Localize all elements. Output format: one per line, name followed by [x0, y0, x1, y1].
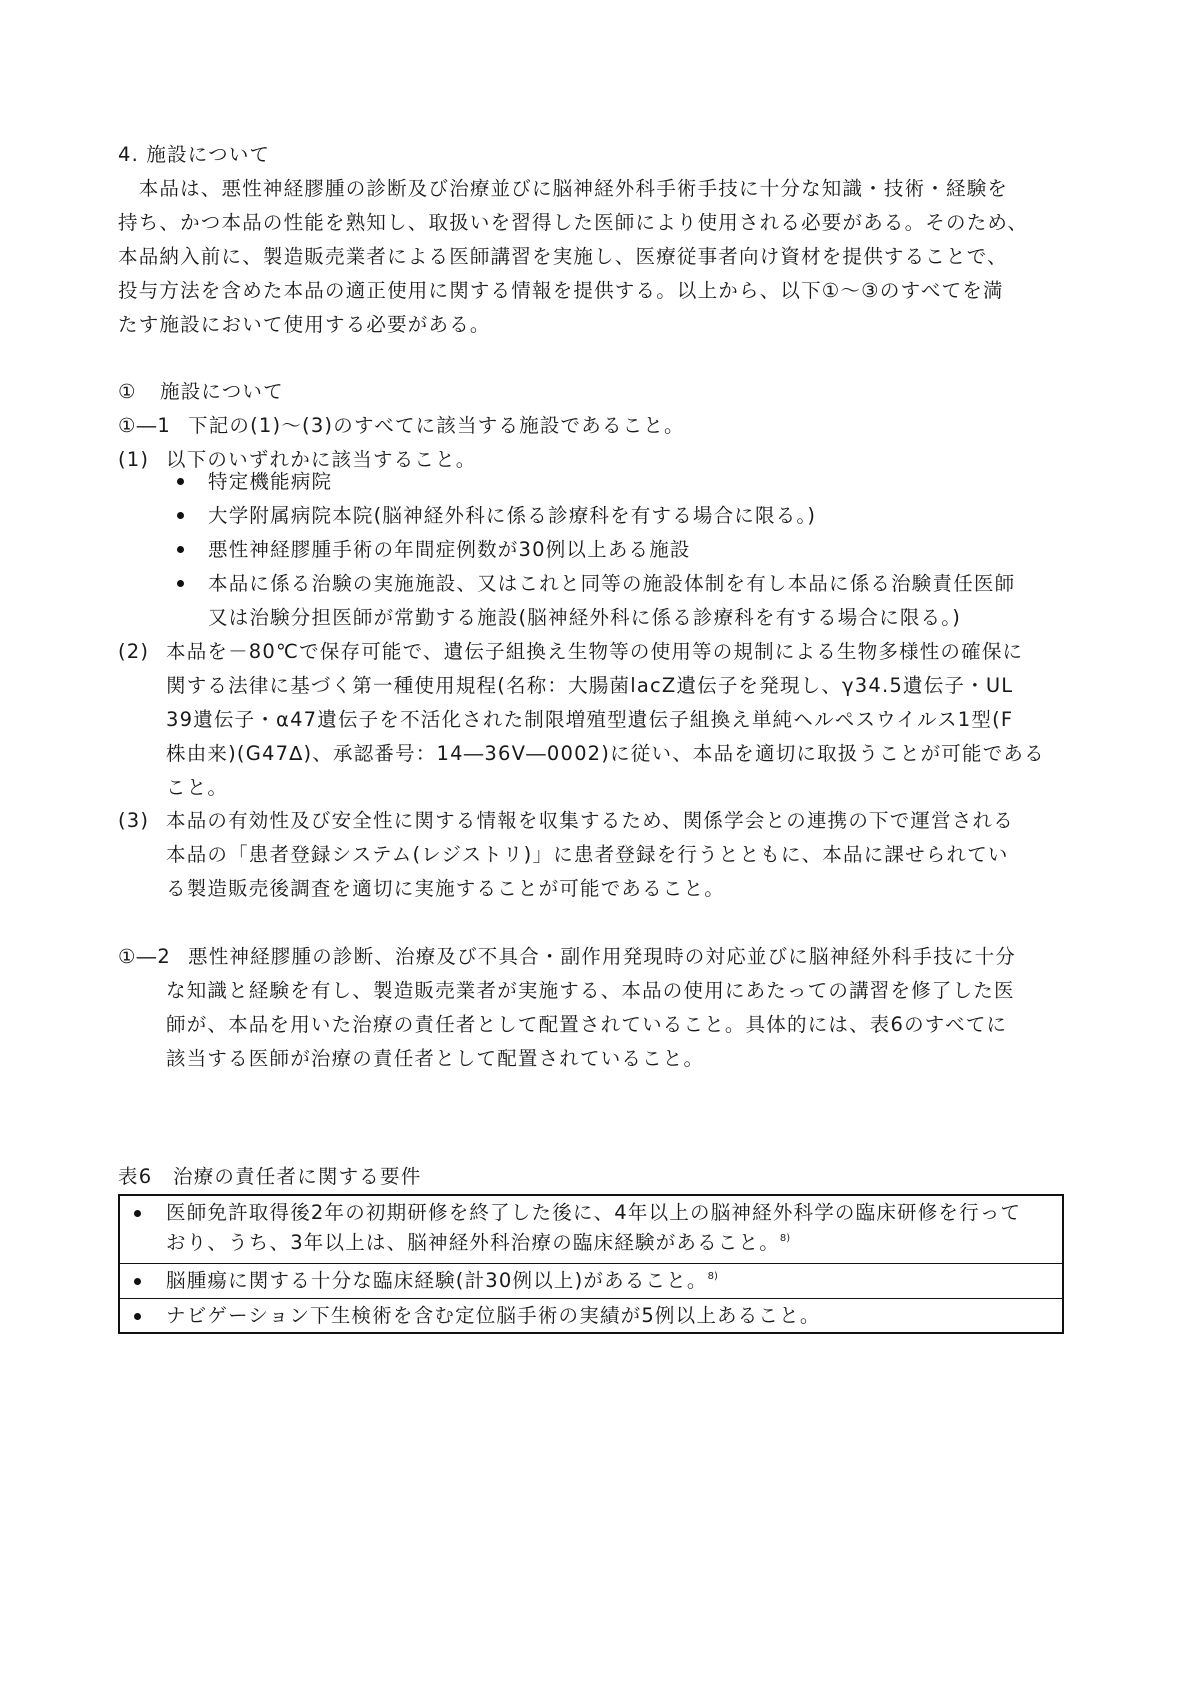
facility-bullet-item: 本品に係る治験の実施施設、又はこれと同等の施設体制を有し本品に係る治験責任医師 [208, 572, 1016, 595]
intro-line: 本品は、悪性神経膠腫の診断及び治療並びに脳神経外科手術手技に十分な知識・技術・経験を [118, 177, 1009, 200]
table-row [120, 1298, 1062, 1332]
condition-2-line: こと。 [166, 776, 229, 799]
table-row-line: ナビゲーション下生検術を含む定位脳手術の実績が5例以上あること。 [166, 1304, 821, 1327]
condition-2-line: 株由来)(G47∆)、承認番号：14―36V―0002)に従い、本品を適切に取扱うことが可能である [166, 742, 1045, 765]
bullet-icon [177, 580, 184, 587]
intro-paragraph [118, 172, 1064, 342]
table-row [120, 1263, 1062, 1298]
condition-3-line: る製造販売後調査を適切に実施することが可能であること。 [166, 877, 725, 900]
item-1-2-line: 師が、本品を用いた治療の責任者として配置されていること。具体的には、表6のすべてに [166, 1013, 1008, 1036]
condition-2-line: 39遺伝子・α47遺伝子を不活化された制限増殖型遺伝子組換え単純ヘルペスウイルス1型(F [166, 708, 1014, 731]
bullet-icon [134, 1313, 141, 1320]
subsection-label: ① [118, 380, 137, 403]
condition-3-text [166, 804, 1066, 906]
section-heading: 4. 施設について [118, 143, 271, 166]
condition-1-text: 以下のいずれかに該当すること。 [166, 448, 477, 471]
intro-line: 持ち、かつ本品の性能を熟知し、取扱いを習得した医師により使用される必要がある。そのため、 [118, 211, 1029, 234]
facility-bullet-item-continued: 又は治験分担医師が常勤する施設(脳神経外科に係る診療科を有する場合に限る。) [208, 606, 962, 629]
subsection-title: 施設について [160, 380, 284, 403]
table-row-line: 医師免許取得後2年の初期研修を終了した後に、4年以上の脳神経外科学の臨床研修を行って [166, 1201, 1022, 1224]
item-1-2-line: 該当する医師が治療の責任者として配置されていること。 [166, 1047, 705, 1070]
facility-bullet-item: 大学附属病院本院(脳神経外科に係る診療科を有する場合に限る。) [208, 504, 817, 527]
item-1-2-label: ①―2 [118, 945, 171, 968]
table-row [120, 1196, 1062, 1263]
intro-line: 本品納入前に、製造販売業者による医師講習を実施し、医療従事者向け資材を提供することで、 [118, 245, 1008, 268]
item-1-2-line: 悪性神経膠腫の診断、治療及び不具合・副作用発現時の対応並びに脳神経外科手技に十分 [188, 945, 1017, 968]
condition-2-line: 関する法律に基づく第一種使用規程(名称：大腸菌lacZ遺伝子を発現し、γ34.5遺伝子・UL [166, 674, 1014, 697]
condition-3-line: 本品の有効性及び安全性に関する情報を収集するため、関係学会との連携の下で運営される [166, 809, 1014, 832]
table-row-line: おり、うち、3年以上は、脳神経外科治療の臨床経験があること。 [166, 1231, 780, 1254]
facility-bullet-item: 特定機能病院 [208, 470, 333, 493]
facility-bullet-item: 悪性神経膠腫手術の年間症例数が30例以上ある施設 [208, 538, 691, 561]
intro-line: 投与方法を含めた本品の適正使用に関する情報を提供する。以上から、以下①～③のすべてを満 [118, 279, 1004, 302]
condition-3-line: 本品の「患者登録システム(レジストリ)」に患者登録を行うとともに、本品に課せられてい [166, 843, 1009, 866]
table-caption: 表6 治療の責任者に関する要件 [118, 1165, 422, 1188]
item-1-1-text: 下記の(1)～(3)のすべてに該当する施設であること。 [188, 414, 685, 437]
condition-1-label: (1) [118, 448, 150, 471]
bullet-icon [177, 478, 184, 485]
item-1-1-label: ①―1 [118, 414, 171, 437]
bullet-icon [177, 512, 184, 519]
item-1-2-text [166, 940, 1066, 1076]
bullet-icon [134, 1210, 141, 1217]
condition-2-line: 本品を－80℃で保存可能で、遺伝子組換え生物等の使用等の規制による生物多様性の確保に [166, 640, 1024, 663]
condition-2-label: (2) [118, 640, 150, 663]
item-1-2-line: な知識と経験を有し、製造販売業者が実施する、本品の使用にあたっての講習を修了した医 [166, 979, 1015, 1002]
bullet-icon [177, 546, 184, 553]
condition-2-text [166, 635, 1066, 805]
condition-3-label: (3) [118, 809, 150, 832]
table-row-line: 脳腫瘍に関する十分な臨床経験(計30例以上)があること。 [166, 1269, 708, 1292]
reference-mark: 8) [779, 1233, 791, 1244]
reference-mark: 8) [707, 1271, 718, 1282]
bullet-icon [134, 1278, 141, 1285]
intro-line: たす施設において使用する必要がある。 [118, 313, 491, 336]
requirements-table [118, 1194, 1064, 1334]
